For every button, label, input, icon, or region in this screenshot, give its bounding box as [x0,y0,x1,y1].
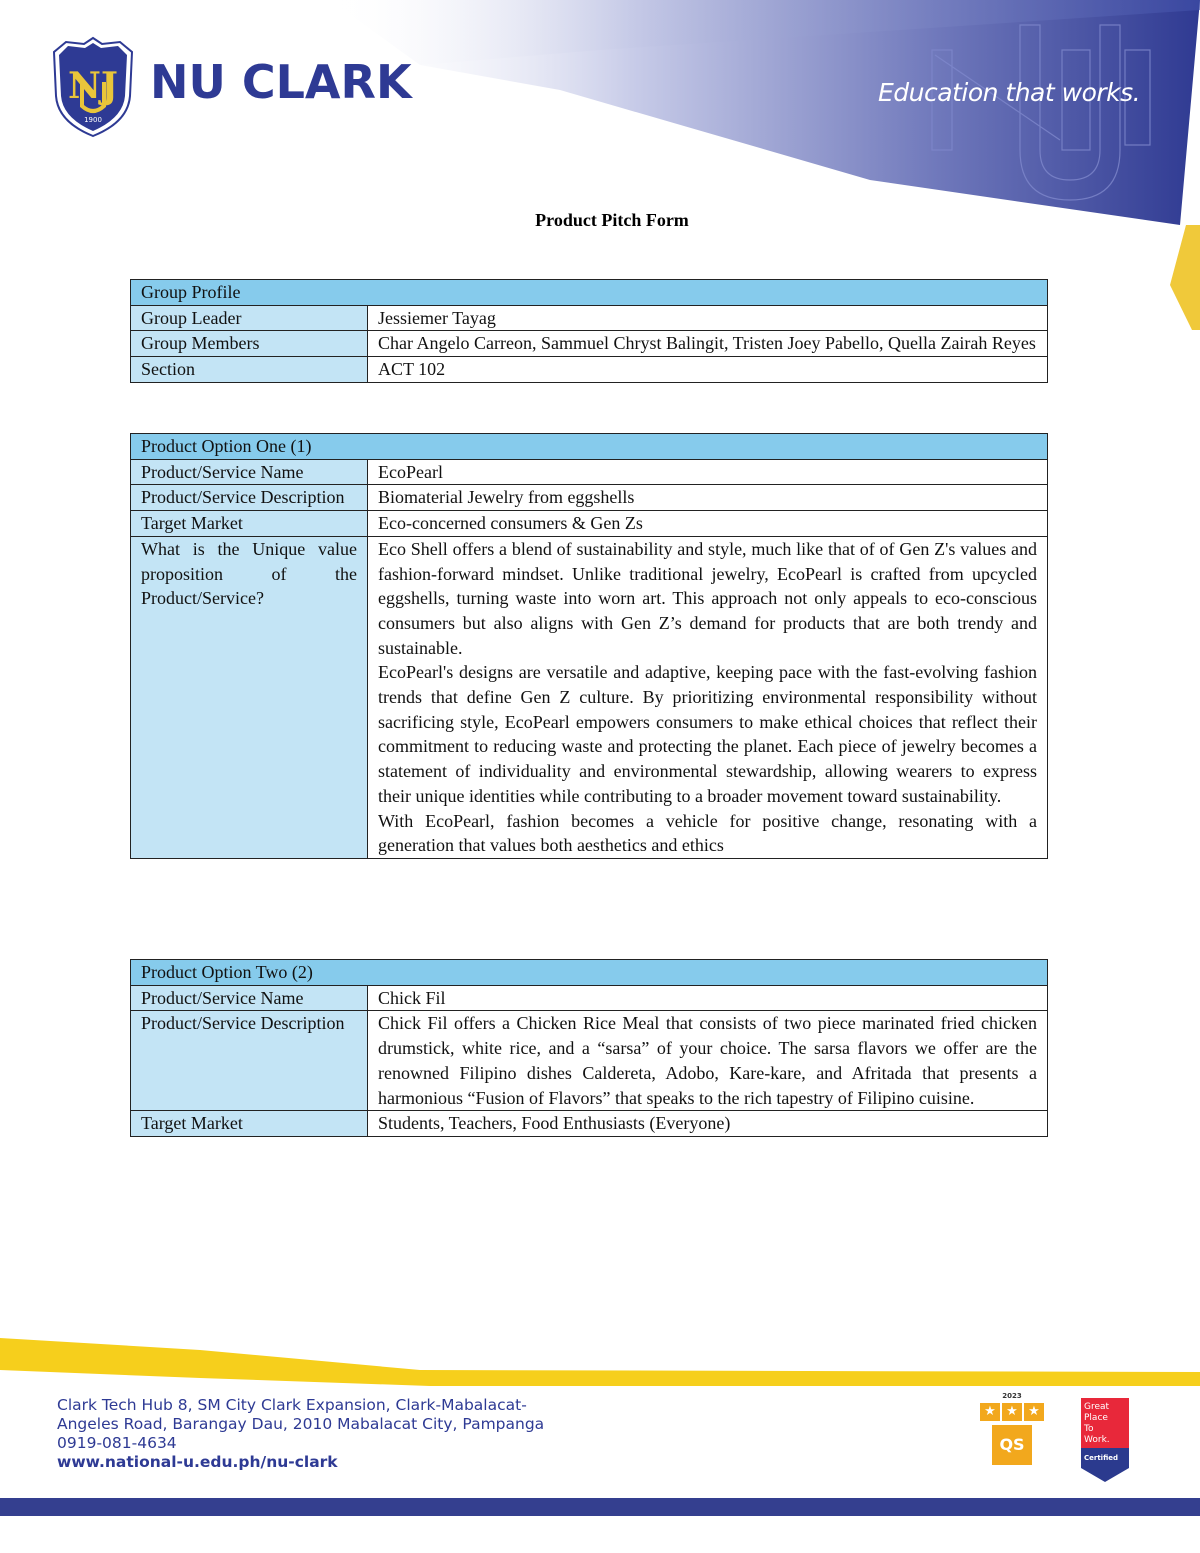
row-label: Group Leader [131,305,368,331]
product-description-value: Chick Fil offers a Chicken Rice Meal that consists of two piece marinated fried chicken drumstick, white rice, and a “sarsa” of your choice. The sarsa flavors we offer are the renowned Filipino dishes Caldereta, Adobo, Kare-kare, and Afritada that presents a harmonious “Fusion of Flavors” that speaks to the rich tapestry of Filipino cuisine. [368,1011,1048,1111]
target-market-value: Eco-concerned consumers & Gen Zs [368,511,1048,537]
table-row [131,536,1048,858]
website-link[interactable]: www.national-u.edu.ph/nu-clark [57,1453,338,1471]
table-row [131,305,1048,331]
svg-text:Certified: Certified [1084,1454,1119,1462]
paragraph: With EcoPearl, fashion becomes a vehicle for positive change, resonating with a generation that values both aesthetics and ethics [378,810,1037,856]
section-heading: Group Profile [131,280,1048,306]
footer-blue-bar [0,1498,1200,1516]
row-label: What is the Unique value proposition of the Product/Service? [131,536,368,858]
group-profile-table [130,279,1048,383]
star-icon: ★ [980,1403,1000,1421]
product-name-value: EcoPearl [368,459,1048,485]
svg-text:Great: Great [1084,1402,1110,1412]
table-row [131,1011,1048,1111]
group-members-value: Char Angelo Carreon, Sammuel Chryst Balingit, Tristen Joey Pabello, Quella Zairah Reyes [368,331,1048,357]
section-heading: Product Option Two (2) [131,960,1048,986]
row-label: Product/Service Description [131,485,368,511]
svg-text:Place: Place [1084,1413,1108,1423]
paragraph: Eco Shell offers a blend of sustainability and style, much like that of of Gen Z's values and fashion-forward mindset. Unlike traditional jewelry, EcoPearl is crafted from upcycled eggshells, turning waste into worn art. This approach not only appeals to eco-conscious consumers but also aligns with Gen Z’s demand for products that are both trendy and sustainable. [378,538,1037,658]
product-description-value: Biomaterial Jewelry from eggshells [368,485,1048,511]
tagline: Education that works. [878,78,1141,107]
row-label: Target Market [131,1111,368,1137]
product-name-value: Chick Fil [368,985,1048,1011]
svg-text:Work.: Work. [1084,1435,1110,1445]
paragraph: EcoPearl's designs are versatile and adaptive, keeping pace with the fast-evolving fashion trends that define Gen Z culture. By prioritizing environmental responsibility without sacrificing style, EcoPearl empowers consumers to make ethical choices that reflect their commitment to reducing waste and protecting the planet. Each piece of jewelry becomes a statement of individuality and environmental stewardship, allowing wearers to express their unique identities while contributing to a broader movement toward sustainability. [378,662,1037,806]
table-row [131,511,1048,537]
value-proposition-value [368,536,1048,858]
target-market-value: Students, Teachers, Food Enthusiasts (Everyone) [368,1111,1048,1137]
table-row [131,331,1048,357]
svg-text:To: To [1084,1424,1094,1434]
section-heading: Product Option One (1) [131,434,1048,460]
svg-text:NJ: NJ [68,65,118,107]
qs-stars [980,1403,1044,1421]
address-line-2: Angeles Road, Barangay Dau, 2010 Mabalacat City, Pampanga [57,1415,545,1433]
row-label: Target Market [131,511,368,537]
footer-address [57,1396,544,1472]
qs-year: 2023 [1002,1392,1022,1400]
logo-year: 1900 [84,116,102,124]
address-line-1: Clark Tech Hub 8, SM City Clark Expansion, Clark-Mabalacat- [57,1396,527,1414]
great-place-to-work-badge-icon [1081,1398,1129,1482]
product-option-two-table [130,959,1048,1137]
page-title: Product Pitch Form [535,210,689,230]
star-icon: ★ [1002,1403,1022,1421]
row-label: Section [131,357,368,383]
table-row [131,985,1048,1011]
phone-number: 0919-081-4634 [57,1434,177,1452]
table-row [131,485,1048,511]
star-icon: ★ [1024,1403,1044,1421]
group-leader-value: Jessiemer Tayag [368,305,1048,331]
row-label: Product/Service Description [131,1011,368,1111]
qs-rating-badge [980,1392,1044,1465]
qs-logo-icon: QS [992,1425,1032,1465]
product-option-one-table [130,433,1048,859]
row-label: Group Members [131,331,368,357]
table-row [131,459,1048,485]
brand-name: NU CLARK [150,55,412,109]
table-row [131,357,1048,383]
row-label: Product/Service Name [131,985,368,1011]
footer-yellow-swoosh [0,1330,1200,1390]
section-value: ACT 102 [368,357,1048,383]
row-label: Product/Service Name [131,459,368,485]
nu-shield-logo-icon [50,36,136,138]
table-row [131,1111,1048,1137]
